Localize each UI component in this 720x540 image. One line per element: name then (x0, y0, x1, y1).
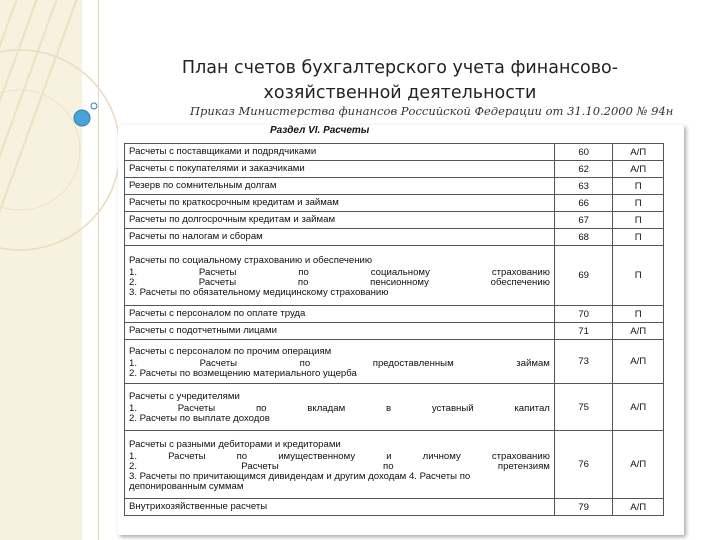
blue-dot-icon (74, 110, 90, 126)
table-row (125, 431, 664, 499)
subaccount-line: 1. Расчеты по социальному страхованию (129, 266, 550, 278)
table-row (125, 246, 664, 306)
table-row (125, 340, 664, 384)
account-name: Расчеты по краткосрочным кредитам и займам (129, 197, 339, 208)
account-name: Расчеты с персоналом по прочим операциям (129, 345, 332, 357)
page-title (120, 56, 680, 106)
account-name-cell (125, 229, 555, 246)
account-name-cell (125, 306, 555, 323)
account-code-cell: 60 (554, 144, 613, 161)
account-name: Расчеты с разными дебиторами и кредиторами (129, 438, 341, 450)
title-line-1: План счетов бухгалтерского учета финансово- (181, 58, 619, 78)
account-type-cell: А/П (613, 323, 664, 340)
account-type-cell: А/П (613, 144, 664, 161)
account-type-cell: П (613, 306, 664, 323)
page-subtitle: Приказ Министерства финансов Российской Федерации от 31.10.2000 № 94н (190, 104, 674, 118)
account-name-cell (125, 246, 555, 306)
table-row (125, 195, 664, 212)
account-code-cell: 79 (554, 499, 613, 516)
account-name-cell (125, 340, 555, 384)
account-name-cell (125, 212, 555, 229)
account-name-cell (125, 161, 555, 178)
account-type-cell: А/П (613, 340, 664, 384)
subaccount-line: 1. Расчеты по имущественному и личному страхованию (129, 450, 550, 462)
account-code-cell: 76 (554, 431, 613, 499)
account-name-cell (125, 178, 555, 195)
account-type-cell: П (613, 229, 664, 246)
account-code-cell: 71 (554, 323, 613, 340)
account-code-cell: 66 (554, 195, 613, 212)
account-name: Расчеты с поставщиками и подрядчиками (129, 146, 317, 157)
account-code-cell: 75 (554, 384, 613, 431)
accounts-table (124, 143, 664, 516)
subaccount-line: 2. Расчеты по возмещению материального ущерба (129, 367, 357, 379)
account-type-cell: А/П (613, 431, 664, 499)
subaccount-line: 2. Расчеты по претензиям (129, 460, 550, 472)
account-type-cell: А/П (613, 161, 664, 178)
account-name: Расчеты с учредителями (129, 391, 240, 402)
title-line-2: хозяйственной деятельности (263, 83, 537, 103)
account-name: Расчеты с покупателями и заказчиками (129, 163, 305, 174)
account-type-cell: П (613, 195, 664, 212)
account-name-cell (125, 499, 555, 516)
account-name-cell (125, 195, 555, 212)
subaccount-line: 2. Расчеты по выплате доходов (129, 413, 270, 424)
table-row (125, 306, 664, 323)
table-row (125, 178, 664, 195)
subaccount-line: 2. Расчеты по пенсионному обеспечению (129, 276, 550, 288)
table-row (125, 499, 664, 516)
account-code-cell: 62 (554, 161, 613, 178)
section-header: Раздел VI. Расчеты (270, 125, 370, 136)
account-name: Расчеты с подотчетными лицами (129, 325, 277, 336)
table-row (125, 212, 664, 229)
account-code-cell: 69 (554, 246, 613, 306)
small-ring-icon (91, 103, 97, 109)
account-code-cell: 73 (554, 340, 613, 384)
account-name-cell (125, 431, 555, 499)
account-name: Резерв по сомнительным долгам (129, 180, 277, 191)
subaccount-line: 3. Расчеты по обязательному медицинскому страхованию (129, 286, 389, 298)
account-name: Внутрихозяйственные расчеты (129, 501, 268, 512)
account-type-cell: П (613, 212, 664, 229)
subaccount-line: 1. Расчеты по предоставленным займам (129, 357, 550, 369)
account-name: Расчеты с персоналом по оплате труда (129, 308, 306, 319)
account-code-cell: 67 (554, 212, 613, 229)
account-code-cell: 70 (554, 306, 613, 323)
account-code-cell: 68 (554, 229, 613, 246)
account-code-cell: 63 (554, 178, 613, 195)
account-name: Расчеты по социальному страхованию и обеспечению (129, 254, 373, 266)
table-row (125, 161, 664, 178)
table-row (125, 384, 664, 431)
subaccount-line: 3. Расчеты по причитающимся дивидендам и другим доходам 4. Расчеты по депонированным суммам (129, 470, 471, 492)
account-type-cell: П (613, 178, 664, 195)
table-row (125, 229, 664, 246)
account-type-cell: А/П (613, 384, 664, 431)
account-name-cell (125, 144, 555, 161)
subaccount-line: 1. Расчеты по вкладам в уставный капитал (129, 403, 550, 414)
account-type-cell: А/П (613, 499, 664, 516)
account-type-cell: П (613, 246, 664, 306)
account-name: Расчеты по долгосрочным кредитам и займам (129, 214, 336, 225)
account-name-cell (125, 384, 555, 431)
account-name: Расчеты по налогам и сборам (129, 231, 263, 242)
table-row (125, 144, 664, 161)
account-name-cell (125, 323, 555, 340)
table-row (125, 323, 664, 340)
